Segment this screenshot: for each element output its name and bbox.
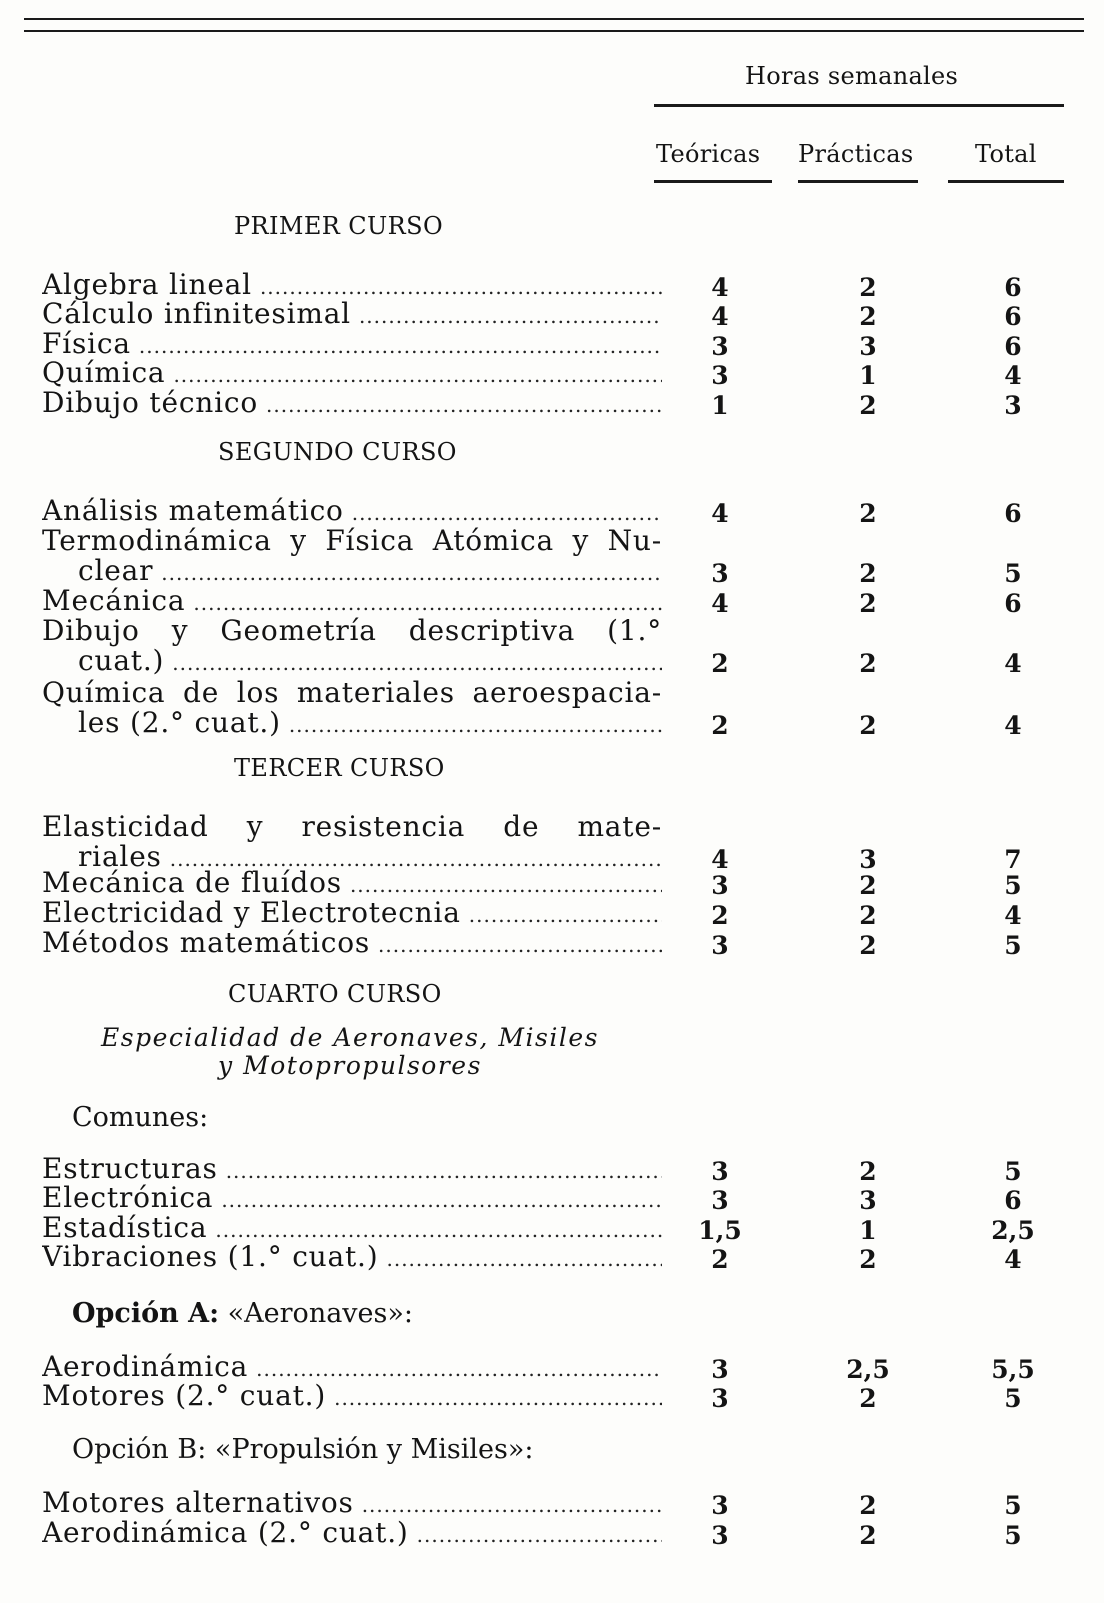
dot-leader [334, 1383, 662, 1413]
course-name: Algebra lineal ..... [42, 270, 662, 302]
hours-practicas: 2 [859, 559, 877, 588]
hours-teoricas: 2 [711, 901, 729, 930]
course-name: Vibraciones (1.° cuat.) ..... [42, 1242, 662, 1274]
hours-teoricas: 2 [711, 711, 729, 740]
top-rule-second [24, 30, 1084, 32]
course-name: Aerodinámica (2.° cuat.) ..... [42, 1518, 662, 1550]
top-rule [24, 18, 1084, 20]
hours-teoricas: 4 [711, 302, 729, 331]
hours-teoricas: 2 [711, 1245, 729, 1274]
hours-practicas: 3 [859, 1186, 877, 1215]
hours-total: 6 [1004, 499, 1022, 528]
hours-practicas: 2 [859, 1521, 877, 1550]
course-name: Mecánica de fluídos ..... [42, 868, 662, 900]
course-name-line1: Elasticidad y resistencia de mate- [42, 810, 662, 843]
column-header-practicas: Prácticas [798, 140, 914, 168]
hours-total: 4 [1004, 1245, 1022, 1274]
section-heading: PRIMER CURSO [234, 212, 444, 240]
hours-practicas: 2,5 [846, 1355, 890, 1384]
course-name: Electricidad y Electrotecnia ..... [42, 898, 662, 930]
course-name-line1: Química de los materiales aeroespacia- [42, 676, 662, 709]
course-name [42, 526, 662, 588]
hours-practicas: 2 [859, 1157, 877, 1186]
hours-teoricas: 2 [711, 649, 729, 678]
hours-total: 5 [1004, 1157, 1022, 1186]
column-header-total: Total [975, 140, 1037, 168]
hours-teoricas: 4 [711, 845, 729, 874]
hours-teoricas: 1 [711, 391, 729, 420]
dot-leader [386, 1244, 662, 1274]
column-header-teoricas: Teóricas [656, 140, 761, 168]
hours-practicas: 2 [859, 589, 877, 618]
hours-total: 7 [1004, 845, 1022, 874]
hours-teoricas: 1,5 [698, 1216, 742, 1245]
hours-practicas: 3 [859, 845, 877, 874]
hours-total: 5,5 [991, 1355, 1035, 1384]
dot-leader [256, 1354, 662, 1384]
hours-practicas: 2 [859, 1491, 877, 1520]
hours-practicas: 2 [859, 711, 877, 740]
course-name-line2: cuat.)..... [42, 646, 662, 678]
hours-teoricas: 4 [711, 499, 729, 528]
hours-total: 5 [1004, 559, 1022, 588]
hours-teoricas: 4 [711, 589, 729, 618]
hours-practicas: 2 [859, 871, 877, 900]
dot-leader [266, 390, 662, 420]
course-name: Mecánica ..... [42, 586, 662, 618]
dot-leader [139, 331, 662, 361]
section-heading: TERCER CURSO [234, 754, 445, 782]
hours-practicas: 2 [859, 1245, 877, 1274]
hours-teoricas: 3 [711, 332, 729, 361]
course-name [42, 812, 662, 874]
course-name-line2: clear..... [42, 556, 662, 588]
column-rule-practicas [798, 180, 918, 183]
column-group-header: Horas semanales [745, 62, 959, 90]
hours-total: 2,5 [991, 1216, 1035, 1245]
hours-total: 5 [1004, 871, 1022, 900]
hours-practicas: 1 [859, 1216, 877, 1245]
dot-leader [221, 1185, 662, 1215]
hours-teoricas: 3 [711, 361, 729, 390]
course-name [42, 616, 662, 678]
specialty-heading: Especialidad de Aeronaves, Misiles y Motopropulsores [101, 1023, 599, 1080]
column-rule-teoricas [654, 180, 772, 183]
hours-total: 4 [1004, 361, 1022, 390]
hours-practicas: 2 [859, 273, 877, 302]
section-heading: CUARTO CURSO [228, 980, 442, 1008]
hours-teoricas: 3 [711, 1384, 729, 1413]
hours-total: 5 [1004, 1491, 1022, 1520]
hours-total: 4 [1004, 649, 1022, 678]
course-name: Electrónica ..... [42, 1183, 662, 1215]
hours-practicas: 1 [859, 361, 877, 390]
hours-practicas: 3 [859, 332, 877, 361]
dot-leader [172, 651, 662, 675]
hours-total: 6 [1004, 589, 1022, 618]
course-name-line1: Dibujo y Geometría descriptiva (1.° [42, 614, 662, 647]
section-heading: SEGUNDO CURSO [218, 438, 457, 466]
hours-practicas: 2 [859, 931, 877, 960]
dot-leader [362, 1490, 662, 1520]
hours-teoricas: 3 [711, 871, 729, 900]
hours-practicas: 2 [859, 302, 877, 331]
hours-teoricas: 3 [711, 1186, 729, 1215]
dot-leader [161, 561, 662, 585]
subhead-opcion-b: Opción B: «Propulsión y Misiles»: [72, 1434, 534, 1465]
hours-total: 5 [1004, 1384, 1022, 1413]
hours-practicas: 2 [859, 391, 877, 420]
hours-total: 4 [1004, 901, 1022, 930]
course-name: Métodos matemáticos ..... [42, 928, 662, 960]
hours-practicas: 2 [859, 499, 877, 528]
hours-teoricas: 3 [711, 1521, 729, 1550]
hours-teoricas: 4 [711, 273, 729, 302]
course-name: Química ..... [42, 358, 662, 390]
dot-leader [469, 900, 662, 930]
hours-teoricas: 3 [711, 559, 729, 588]
course-name: Motores alternativos ..... [42, 1488, 662, 1520]
hours-total: 6 [1004, 302, 1022, 331]
hours-total: 5 [1004, 1521, 1022, 1550]
dot-leader [289, 713, 662, 737]
course-name-line1: Termodinámica y Física Atómica y Nu- [42, 524, 662, 557]
dot-leader [215, 1215, 662, 1245]
course-name [42, 678, 662, 740]
dot-leader [417, 1520, 662, 1550]
course-name: Dibujo técnico ..... [42, 388, 662, 420]
hours-total: 6 [1004, 1186, 1022, 1215]
course-name: Física ..... [42, 329, 662, 361]
group-header-rule [654, 104, 1064, 107]
course-name-line2: les (2.° cuat.)..... [42, 708, 662, 740]
hours-practicas: 2 [859, 901, 877, 930]
dot-leader [378, 930, 662, 960]
hours-total: 3 [1004, 391, 1022, 420]
subhead-comunes: Comunes: [72, 1102, 209, 1133]
hours-teoricas: 3 [711, 1157, 729, 1186]
hours-total: 5 [1004, 931, 1022, 960]
course-name: Cálculo infinitesimal ..... [42, 299, 662, 331]
hours-total: 6 [1004, 332, 1022, 361]
hours-practicas: 2 [859, 649, 877, 678]
hours-total: 4 [1004, 711, 1022, 740]
hours-teoricas: 3 [711, 1491, 729, 1520]
dot-leader [260, 272, 662, 302]
hours-teoricas: 3 [711, 1355, 729, 1384]
hours-total: 6 [1004, 273, 1022, 302]
dot-leader [359, 301, 662, 331]
dot-leader [226, 1156, 662, 1186]
subhead-opcion-a: Opción A: «Aeronaves»: [72, 1298, 414, 1329]
hours-teoricas: 3 [711, 931, 729, 960]
course-name: Estructuras ..... [42, 1154, 662, 1186]
course-name: Motores (2.° cuat.) ..... [42, 1381, 662, 1413]
column-rule-total [948, 180, 1064, 183]
hours-practicas: 2 [859, 1384, 877, 1413]
course-name: Estadística ..... [42, 1213, 662, 1245]
course-name: Aerodinámica ..... [42, 1352, 662, 1384]
dot-leader [350, 870, 662, 900]
course-name: Análisis matemático ..... [42, 496, 662, 528]
course-name-line2: riales..... [42, 842, 662, 874]
dot-leader [173, 360, 662, 390]
